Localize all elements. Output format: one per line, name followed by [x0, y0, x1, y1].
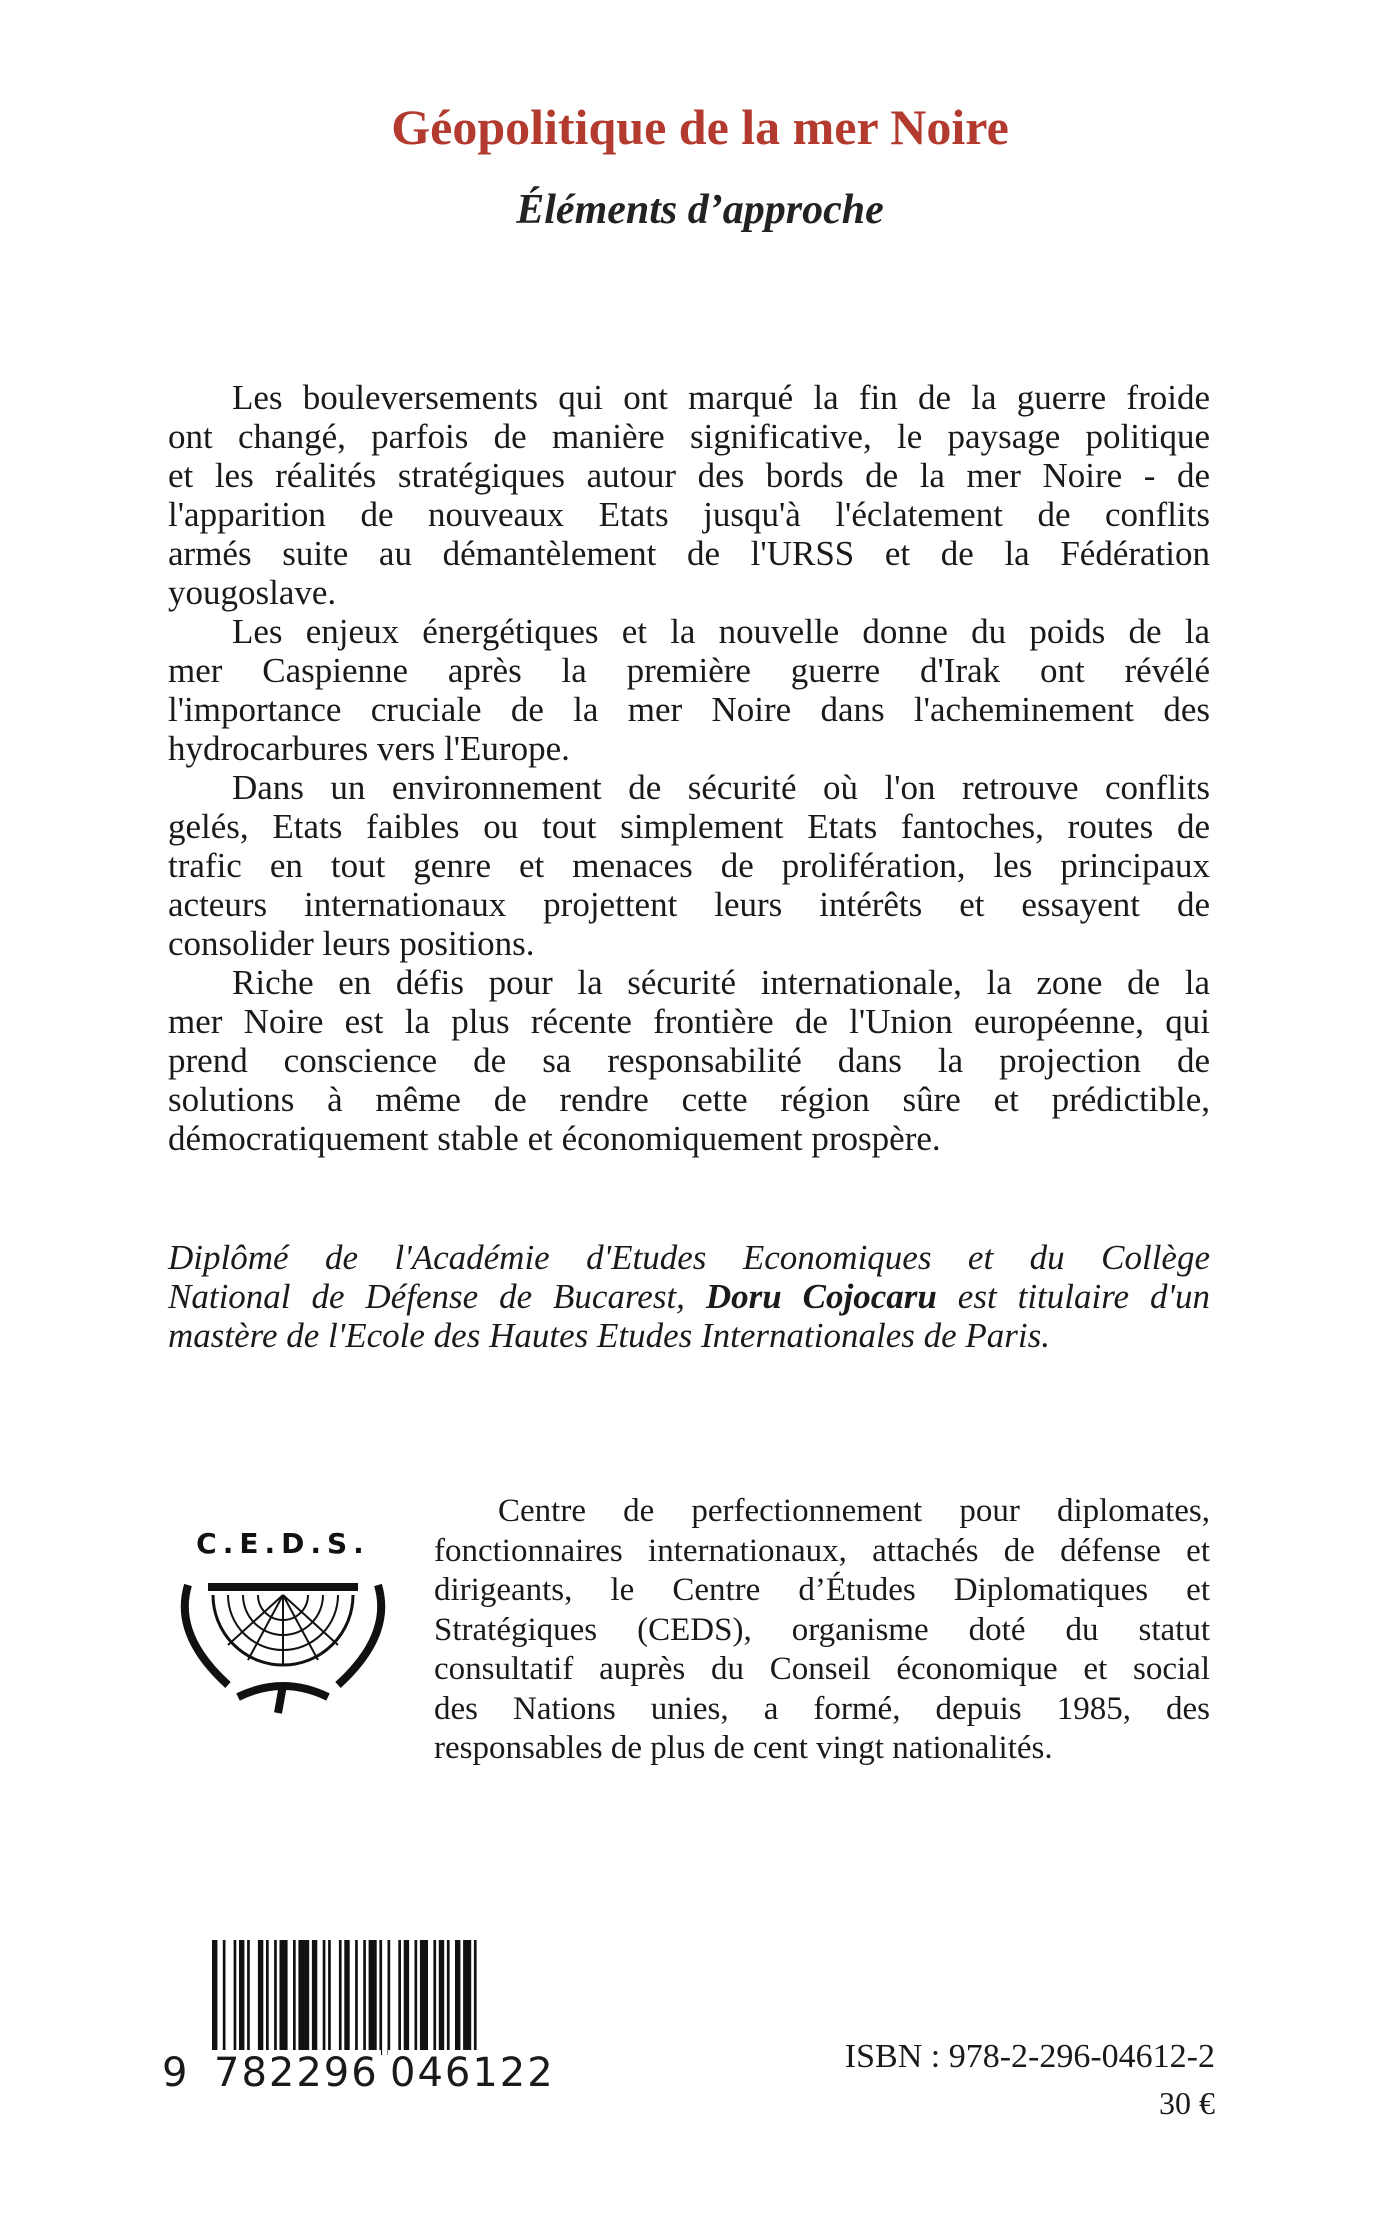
blurb-line: armés suite au démantèlement de l'URSS et de la Fédération — [168, 534, 1210, 573]
publisher-line: fonctionnaires internationaux, attachés de défense et — [434, 1532, 1210, 1569]
publisher-line: consultatif auprès du Conseil économique et social — [434, 1651, 1210, 1687]
barcode-bar — [247, 1940, 250, 2055]
bio-line: Diplômé de l'Académie d'Etudes Economiques et du Collège — [168, 1238, 1210, 1277]
barcode-bar — [339, 1940, 342, 2055]
blurb-line: trafic en tout genre et menaces de prolifération, les principaux — [168, 846, 1210, 885]
bio-line: mastère de l'Ecole des Hautes Etudes Internationales de Paris. — [168, 1316, 1050, 1355]
barcode-digits-left: 782296 — [214, 2050, 379, 2096]
barcode-bar — [355, 1940, 358, 2055]
blurb-line: l'apparition de nouveaux Etats jusqu'à l'éclatement de conflits — [168, 495, 1210, 534]
publisher-line: dirigeants, le Centre d’Études Diplomatiques et — [434, 1572, 1210, 1608]
blurb-line: gelés, Etats faibles ou tout simplement Etats fantoches, routes de — [168, 807, 1210, 846]
barcode-bar — [328, 1940, 331, 2055]
isbn-barcode — [160, 1935, 580, 2105]
barcode-bar — [398, 1940, 401, 2055]
bio-text: National de Défense de Bucarest, — [168, 1277, 706, 1316]
blurb-line: Dans un environnement de sécurité où l'on retrouve conflits — [232, 768, 1210, 807]
barcode-bar — [234, 1940, 237, 2055]
barcode-bar — [280, 1940, 288, 2055]
barcode-bar — [404, 1940, 409, 2055]
blurb-line: consolider leurs positions. — [168, 924, 535, 963]
blurb-line: mer Noire est la plus récente frontière de l'Union européenne, qui — [168, 1002, 1210, 1041]
publisher-line: responsables de plus de cent vingt nationalités. — [434, 1730, 1053, 1766]
barcode-bar — [369, 1940, 377, 2055]
barcode-bar — [298, 1940, 309, 2055]
blurb-body — [168, 378, 1210, 1158]
blurb-line: hydrocarbures vers l'Europe. — [168, 729, 570, 768]
barcode-bar — [258, 1940, 263, 2055]
barcode-bar — [433, 1940, 436, 2055]
isbn: ISBN : 978-2-296-04612-2 — [844, 2038, 1215, 2075]
bio-text: est titulaire d'un — [936, 1277, 1211, 1316]
blurb-line: l'importance cruciale de la mer Noire dans l'acheminement des — [168, 690, 1210, 729]
blurb-line: Les enjeux énergétiques et la nouvelle donne du poids de la — [232, 612, 1210, 651]
barcode-bar — [379, 1940, 382, 2055]
barcode-bar — [293, 1940, 296, 2055]
barcode-bar — [447, 1940, 450, 2055]
ceds-logo — [168, 1525, 398, 1725]
svg-text:C.E.D.S.: C.E.D.S. — [196, 1527, 370, 1560]
blurb-line: mer Caspienne après la première guerre d'Irak ont révélé — [168, 651, 1210, 690]
blurb-line: et les réalités stratégiques autour des bords de la mer Noire - de — [168, 456, 1210, 495]
publisher-line: Stratégiques (CEDS), organisme doté du statut — [434, 1611, 1210, 1648]
blurb-line: prend conscience de sa responsabilité dans la projection de — [168, 1041, 1210, 1080]
barcode-bar — [239, 1940, 244, 2055]
book-subtitle: Éléments d’approche — [516, 187, 884, 233]
barcode-bar — [388, 1940, 391, 2055]
author-bio — [168, 1238, 1210, 1355]
barcode-bar — [274, 1940, 277, 2055]
barcode-bar — [266, 1940, 269, 2055]
blurb-line: démocratiquement stable et économiquement prospère. — [168, 1119, 941, 1158]
barcode-bar — [420, 1940, 428, 2055]
blurb-line: solutions à même de rendre cette région sûre et prédictible, — [168, 1080, 1210, 1119]
blurb-line: ont changé, parfois de manière significative, le paysage politique — [168, 417, 1210, 456]
barcode-digit-first: 9 — [162, 2050, 188, 2096]
author-name: Doru Cojocaru — [705, 1277, 937, 1316]
publisher-description — [434, 1492, 1210, 1769]
book-title: Géopolitique de la mer Noire — [391, 99, 1009, 155]
blurb-line: yougoslave. — [168, 573, 337, 612]
publisher-line: Centre de perfectionnement pour diplomates, — [498, 1493, 1210, 1529]
barcode-bar — [323, 1940, 326, 2055]
barcode-bar — [312, 1940, 317, 2055]
blurb-line: Les bouleversements qui ont marqué la fin de la guerre froide — [232, 378, 1210, 417]
barcode-digits-right: 046122 — [390, 2050, 555, 2096]
barcode-bar — [455, 1940, 460, 2055]
publisher-line: des Nations unies, a formé, depuis 1985, des — [434, 1690, 1210, 1727]
price: 30 € — [1159, 2085, 1215, 2121]
barcode-bar — [439, 1940, 444, 2055]
bio-line — [168, 1277, 1210, 1316]
blurb-line: Riche en défis pour la sécurité internationale, la zone de la — [232, 963, 1210, 1002]
barcode-bar — [363, 1940, 366, 2055]
blurb-line: acteurs internationaux projettent leurs intérêts et essayent de — [168, 885, 1210, 924]
barcode-bar — [415, 1940, 418, 2055]
